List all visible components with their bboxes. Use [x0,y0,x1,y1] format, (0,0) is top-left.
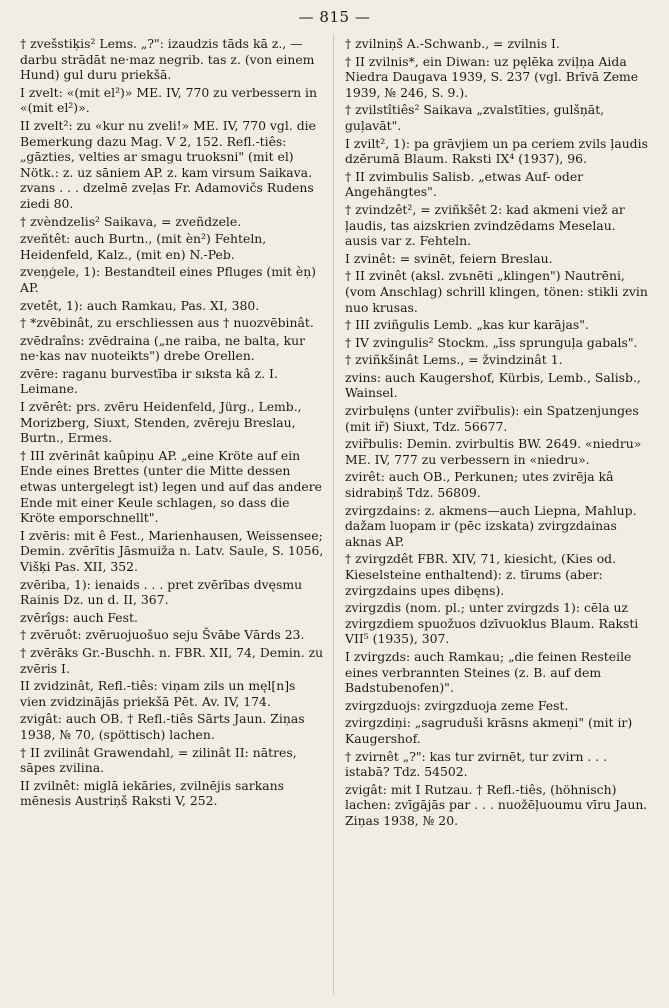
entry: zvērîgs: auch Fest. [20,609,138,625]
right-column [345,36,650,831]
entry: zvirgzdains: z. akmens—auch Liepna, Mahlup. dažam luopam ir (pēc izskata) zvirgzdainas aknas AP. [345,502,637,549]
entry: † zvilstîtiês² Saikava „zvalstīties, gulšņāt, guļavāt". [345,102,605,133]
entry: zvēdraîns: zvēdraina („ne raiba, ne balta, kur ne·kas nav nuoteikts") drebe Orellen. [20,332,306,364]
entry: zvirbulęns (unter zvir̃bulis): ein Spatzenjunges (mit ir̃) Siuxt, Tdz. 56677. [345,403,639,434]
entry: zvigât: auch OB. † Refl.-tiês Sārts Jaun. Ziņas 1938, № 70, (spöttisch) lachen. [20,711,305,742]
entry: zvetêt, 1): auch Ramkau, Pas. XI, 380. [20,297,260,313]
entry: zvirêt: auch OB., Perkunen; utes zvirēja kâ sidrabiņš Tdz. 56809. [345,469,614,501]
entry: † III zviñgulis Lemb. „kas kur karājas". [345,317,589,333]
entry: † III zvērinât kaûpiņu AP. „eine Kröte auf ein Ende eines Brettes (unter die Mitte dessen etwas untergelegt ist) legen und auf das andere Ende mit einer Keule schlagen, so dass die Kröte emporschnellt". [20,447,322,526]
entry: zvins: auch Kaugershof, Kürbis, Lemb., Salisb., Wainsel. [345,369,641,401]
entry: † *zvēbinât, zu erschliessen aus † nuozvēbinât. [20,315,314,331]
entry: † II zvilnis*, ein Diwan: uz pęlēka zviļņa Aida Niedra Daugava 1939, S. 237 (vgl. Brīvā Zeme 1939, № 246, S. 9.). [345,53,639,100]
entry: † IV zvingulis² Stockm. „īss sprunguļa gabals". [345,334,638,350]
entry: † zvēruôt: zvēruojuošuo seju Švābe Vārds 23. [20,627,305,643]
entry: † zviñkšinât Lems., = žvindzinât 1. [345,352,563,368]
entry: II zvelt²: zu «kur nu zveli!» ME. IV, 770 vgl. die Bemerkung dazu Mag. V 2, 152. Refl.-tiês: „gāzties, velties ar smagu truoksni" (mit el) Nötk.: z. uz sāniem AP. z. kam virsum Saikava. zvans . . . dzelmē zveļas Fr. Adamovičs Rudens ziedi 80. [20,117,316,211]
entry: I zvērêt: prs. zvēru Heidenfeld, Jürg., Lemb., Morizberg, Siuxt, Stenden, zvēreju Breslau, Burtn., Ermes. [20,399,302,446]
page-number: — 815 — [298,8,371,26]
column-divider [333,34,334,994]
entry: † II zvimbulis Salisb. „etwas Auf- oder Angehängtes". [345,168,584,200]
entry: I zvelt: «(mit el²)» ME. IV, 770 zu verbessern in «(mit el²)». [20,84,317,116]
entry: zvigât: mit I Rutzau. † Refl.-tiês, (höhnisch) lachen: zvīgājās par . . . nuožēļuoumu vīru Jaun. Ziņas 1938, № 20. [345,781,648,828]
entry: † zvirgzdêt FBR. XIV, 71, kiesicht, (Kies od. Kieselsteine enthaltend): z. tīrums (aber: zvirgzdains upes dibęns). [345,551,617,598]
entry: † zvērāks Gr.-Buschh. n. FBR. XII, 74, Demin. zu zvēris I. [20,644,324,676]
entry: II zvilnêt: miglā iekāries, zvilnējis sarkans mēnesis Austriņš Raksti V, 252. [20,777,284,809]
entry: zvirgzdis (nom. pl.; unter zvirgzds 1): cēla uz zvirgzdiem spuožuos dzīvuoklus Blaum. Raksti VII⁵ (1935), 307. [345,600,639,647]
entry: zvirgzdiņi: „sagruduši krāsns akmeņi" (mit ir) Kaugershof. [345,715,633,746]
entry: zvirgzduojs: zvirgzduoja zeme Fest. [345,697,569,713]
entry: † zvèndzelis² Saikava, = zveñdzele. [20,213,242,229]
entry: † II zvinêt (aksl. zvьnēti „klingen") Nautrēni, (vom Anschlag) schrill klingen, tönen: stikli zvin nuo krusas. [345,268,648,315]
entry: zvēriba, 1): ienaids . . . pret zvērības dvęsmu Rainis Dz. un d. II, 367. [20,576,303,608]
entry: I zvirgzds: auch Ramkau; „die feinen Resteile eines verbrannten Steines (z. B. auf dem Badstubenofen)". [345,648,632,696]
entry: I zvēris: mit ê Fest., Marienhausen, Weissensee; Demin. zvērītis Jāsmuiža n. Latv. Saule, S. 1056, Višķi Pas. XII, 352. [20,527,324,574]
entry: † II zvilinât Grawendahl, = zilinât II: nātres, sāpes zvilina. [20,744,297,776]
entry: † zvindzêt², = zviñkšêt 2: kad akmeni viež ar ļaudis, tas aizskrien zvindzēdams Meselau. ausis var z. Fehteln. [345,201,625,249]
entry: zvēre: raganu burvestība ir sıksta kâ z. I. Leimane. [20,365,278,397]
entry: zveņģele, 1): Bestandteil eines Pfluges (mit èņ) AP. [20,264,317,295]
entry: † zvešstiķis² Lems. „?": izaudzis tāds kā z., — darbu strādāt ne·maz negrib. tas z. (von einem Hund) gul duru priekšā. [20,36,315,83]
entry: † zvirnêt „?": kas tur zvirnēt, tur zvirn . . . istabā? Tdz. 54502. [345,748,608,780]
entry: † zvilniņš A.-Schwanb., = zvilnis I. [345,36,560,51]
entry: I zvinêt: = svinēt, feiern Breslau. [345,250,553,266]
entry: II zvidzinât, Refl.-tiês: viņam zils un męl[n]s vien zvidzinājās priekšā Pēt. Av. IV, 174. [20,678,296,709]
entry: I zvilt², 1): pa grāvjiem un pa ceriem zvils ļaudis dzērumā Blaum. Raksti IX⁴ (1937), 96. [345,135,648,167]
entry: zvir̃bulis: Demin. zvirbultis BW. 2649. «niedru» ME. IV, 777 zu verbessern in «niedru». [345,436,642,467]
entry: zveñtêt: auch Burtn., (mit èn²) Fehteln, Heidenfeld, Kalz., (mit en) N.-Peb. [20,231,267,262]
left-column [20,36,325,811]
